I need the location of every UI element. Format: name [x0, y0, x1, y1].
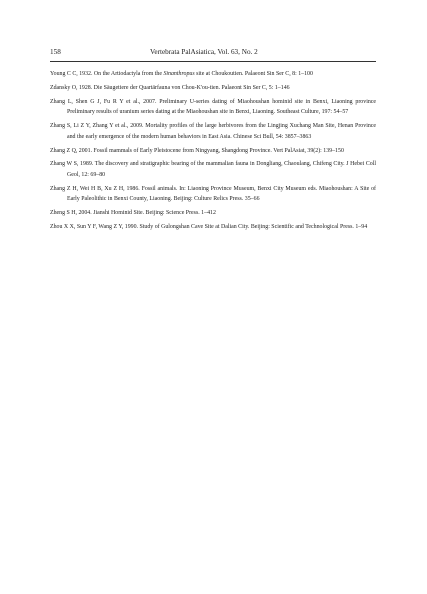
- reference-entry: Zhang Z H, Wei H B, Xu Z H, 1986. Fossil animals. In: Liaoning Province Museum, Benxi City Museum eds. Miaohoushan: A Site of Early Paleolithic in Benxi County, Liaoning. Beijing: Culture Relics Press. 35–66: [50, 185, 376, 203]
- reference-list: [50, 69, 376, 236]
- reference-entry: Zdansky O, 1928. Die Säugetiere der Quartärfauna von Chou-K'ou-tien. Palaeont Sin Ser C, 5: 1–146: [50, 84, 290, 91]
- page-number: 158: [50, 48, 61, 56]
- reference-entry: Young C C, 1932. On the Artiodactyla from the Sinanthropus site at Choukoutien. Palaeont Sin Ser C, 8: 1–100: [50, 71, 313, 77]
- header-rule: [50, 61, 376, 62]
- reference-entry: Zhang Z Q, 2001. Fossil mammals of Early Pleistocene from Ningyang, Shangdong Province. Vert PalAsiat, 39(2): 139–150: [50, 147, 344, 154]
- taxon-italic: Sinanthropus: [163, 71, 195, 77]
- reference-entry: Zhou X X, Sun Y F, Wang Z Y, 1990. Study of Gulongshan Cave Site at Dalian City. Beijing: Scientific and Technological Press. 1–94: [50, 224, 368, 231]
- reference-entry: Zhang S, Li Z Y, Zhang Y et al., 2009. Mortality profiles of the large herbivores from the Lingjing Xuchang Man Site, Henan Province and the early emergence of the modern human behaviors in East Asia. Chinese Sci Bull, 54: 3857–3863: [50, 123, 376, 140]
- running-title: Vertebrata PalAsiatica, Vol. 63, No. 2: [150, 48, 258, 56]
- reference-entry: Zhang L, Shen G J, Fu R Y et al., 2007. Preliminary U-series dating of Miaohoushan hominid site in Benxi, Liaoning province Preliminary results of uranium series dating at the Miaohoushan site in Benxi, Liaoning. Southeast Culture, 197: 54–57: [50, 98, 376, 116]
- page-header: [50, 46, 376, 60]
- reference-entry: Zhang W S, 1989. The discovery and stratigraphic bearing of the mammalian fauna in Dongliang, Chaoulang, Chifeng City. J Hebei Coll Geol, 12: 69–80: [50, 161, 376, 178]
- reference-entry: Zheng S H, 2004. Jianshi Hominid Site. Beijing: Science Press. 1–412: [50, 210, 216, 217]
